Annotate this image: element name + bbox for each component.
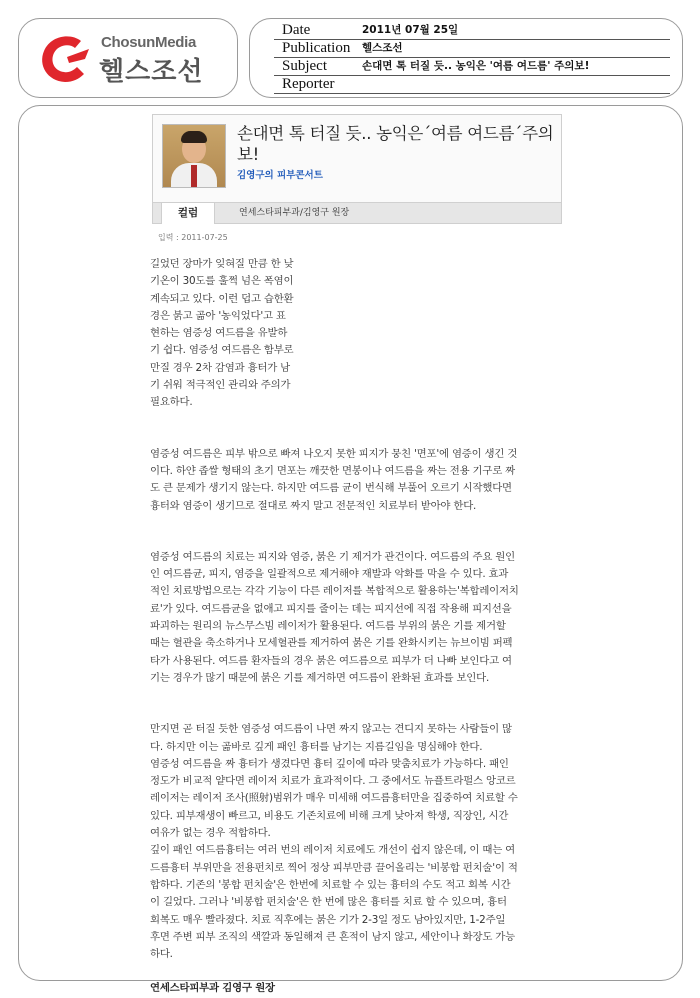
paragraph-3 — [150, 549, 558, 687]
published-date: 입력 : 2011-07-25 — [158, 233, 228, 242]
article-body — [150, 256, 558, 998]
author-photo — [162, 124, 226, 188]
subject-label: Subject — [282, 58, 327, 74]
text-line: 흉터와 염증이 생기므로 절대로 짜지 말고 전문적인 치료부터 받아야 한다. — [150, 499, 477, 512]
brand-name-en: ChosunMedia — [101, 34, 197, 51]
tab-bar — [153, 202, 561, 223]
text-line: 만지면 곧 터질 듯한 염증성 여드름이 나면 짜지 않고는 견디지 못하는 사람들이 많 — [150, 723, 512, 736]
date-label: Date — [282, 22, 311, 38]
text-line: 합하다. 기존의 '봉합 펀치술'은 한번에 치료할 수 있는 흉터의 수도 적고 회복 시간 — [150, 878, 511, 891]
text-line: 파괴하는 원리의 뉴스무스빔 레이저가 활용된다. 여드름 부위의 붉은 기를 제거할 — [150, 620, 506, 633]
text-line: 염증성 여드름의 치료는 피지와 염증, 붉은 기 제거가 관건이다. 여드름의 주요 원인 — [150, 550, 515, 563]
text-line: 기 쉽다. 염증성 여드름은 함부로 — [150, 344, 294, 357]
author-byline: 연세스타피부과/김영구 원장 — [239, 208, 350, 218]
text-line: 있다. 피부재생이 빠르고, 비용도 기존치료에 비해 크게 낮아져 학생, 직장인, 시간 — [150, 809, 509, 822]
text-line: 계속되고 있다. 이런 덥고 습한환 — [150, 292, 294, 305]
text-line: 하다. — [150, 948, 173, 961]
logo-box — [18, 18, 238, 98]
text-line: 타가 사용된다. 여드름 환자들의 경우 붉은 여드름으로 피부가 더 나빠 보인다고 여 — [150, 654, 512, 667]
column-name-link[interactable]: 김영구의 피부콘서트 — [237, 170, 323, 181]
text-line: 경은 붉고 곪아 '농익었다'고 표 — [150, 309, 286, 322]
paragraph-4 — [150, 721, 558, 963]
paragraph-1 — [150, 256, 315, 412]
reporter-label: Reporter — [282, 76, 335, 92]
publication-value: 헬스조선 — [362, 42, 403, 54]
text-line: 인 여드름균, 피지, 염증을 일괄적으로 제거해야 재발과 악화를 막을 수 있다. 효과 — [150, 568, 509, 581]
text-line: 현하는 염증성 여드름을 유발하 — [150, 327, 288, 340]
text-line: 필요하다. — [150, 396, 193, 409]
text-line: 다. 하지만 이는 곪바로 깊게 패인 흉터를 남기는 지름길임을 명심해야 한다. — [150, 740, 483, 753]
text-line: 여유가 없는 경우 적합하다. — [150, 827, 271, 840]
text-line: 회복도 매우 빨라졌다. 치료 직후에는 붉은 기가 2-3일 정도 남아있지만, 1-2주일 — [150, 913, 506, 926]
publication-label: Publication — [282, 40, 351, 56]
meta-box — [249, 18, 683, 98]
text-line: 드름흉터 부위만을 전용펀치로 찍어 정상 피부만큼 끌어올리는 '비봉합 펀치술'이 적 — [150, 861, 518, 874]
meta-row-reporter — [274, 75, 670, 94]
text-line: 기는 경우가 많기 때문에 붉은 기를 제거하면 여드름이 완화된 효과를 보인다. — [150, 671, 490, 684]
subject-value: 손대면 톡 터질 듯.. 농익은 '여름 여드름' 주의보! — [362, 60, 590, 72]
text-line: 이다. 하얀 좁쌀 형태의 초기 면포는 깨끗한 면봉이나 여드름을 짜는 전용 기구로 짜 — [150, 464, 515, 477]
text-line: 료'가 있다. 여드름균을 없애고 피지를 줄이는 데는 피지선에 직접 작용해 피지선을 — [150, 602, 512, 615]
article-title: 손대면 톡 터질 듯.. 농익은´여름 여드름´주의보! — [237, 124, 554, 164]
date-value: 2011년 07월 25일 — [362, 24, 459, 36]
meta-row-subject — [274, 57, 670, 76]
text-line: 깊이 패인 여드름흉터는 여러 번의 레이저 치료에도 개선이 쉽지 않은데, 이 때는 여 — [150, 844, 515, 857]
text-line: 이 길었다. 그러나 '비봉합 펀치술'은 한 번에 많은 흉터를 치료 할 수 있으며, 흉터 — [150, 896, 507, 909]
text-line: 기 쉬워 적극적인 관리와 주의가 — [150, 379, 291, 392]
tab-column[interactable]: 컬럼 — [161, 202, 215, 224]
chosun-logo-icon — [37, 31, 93, 87]
brand-name-ko: 헬스조선 — [99, 57, 204, 87]
article-signature: 연세스타피부과 김영구 원장 — [150, 982, 275, 995]
text-line: 정도가 비교적 얕다면 레이저 치료가 효과적이다. 그 중에서도 뉴플트라펄스 앙코르 — [150, 775, 516, 788]
text-line: 염증성 여드름을 짜 흉터가 생겼다면 흉터 깊이에 따라 맞춤치료가 가능하다. 패인 — [150, 757, 509, 770]
meta-row-date — [274, 21, 670, 40]
text-line: 적인 치료방법으로는 각각 기능이 다른 레이저를 복합적으로 활용하는'복합레이저치 — [150, 585, 519, 598]
text-line: 레이저는 레이저 조사(照射)범위가 매우 미세해 여드름흉터만을 집중하여 치료할 수 — [150, 792, 518, 805]
article-header-card — [152, 114, 562, 224]
text-line: 길었던 장마가 잊혀질 만큼 한 낮 — [150, 258, 294, 270]
text-line: 만질 경우 2차 감염과 흉터가 남 — [150, 361, 290, 374]
text-line: 기온이 30도를 훌쩍 넘은 폭염이 — [150, 275, 294, 288]
meta-row-publication — [274, 39, 670, 58]
text-line: 염증성 여드름은 피부 밖으로 빠져 나오지 못한 피지가 뭉친 '면포'에 염증이 생긴 것 — [150, 447, 518, 460]
text-line: 후면 주변 피부 조직의 색깔과 동일해져 큰 흔적이 남지 않고, 세안이나 화장도 가능 — [150, 930, 515, 943]
text-line: 도 큰 문제가 생기지 않는다. 하지만 여드름 균이 번식해 부풀어 오르기 시작했다면 — [150, 482, 512, 495]
text-line: 때는 혈관을 축소하거나 모세혈관를 제거하여 붉은 기를 완화시키는 뉴브이빔 퍼펙 — [150, 637, 513, 650]
paragraph-2 — [150, 446, 558, 515]
